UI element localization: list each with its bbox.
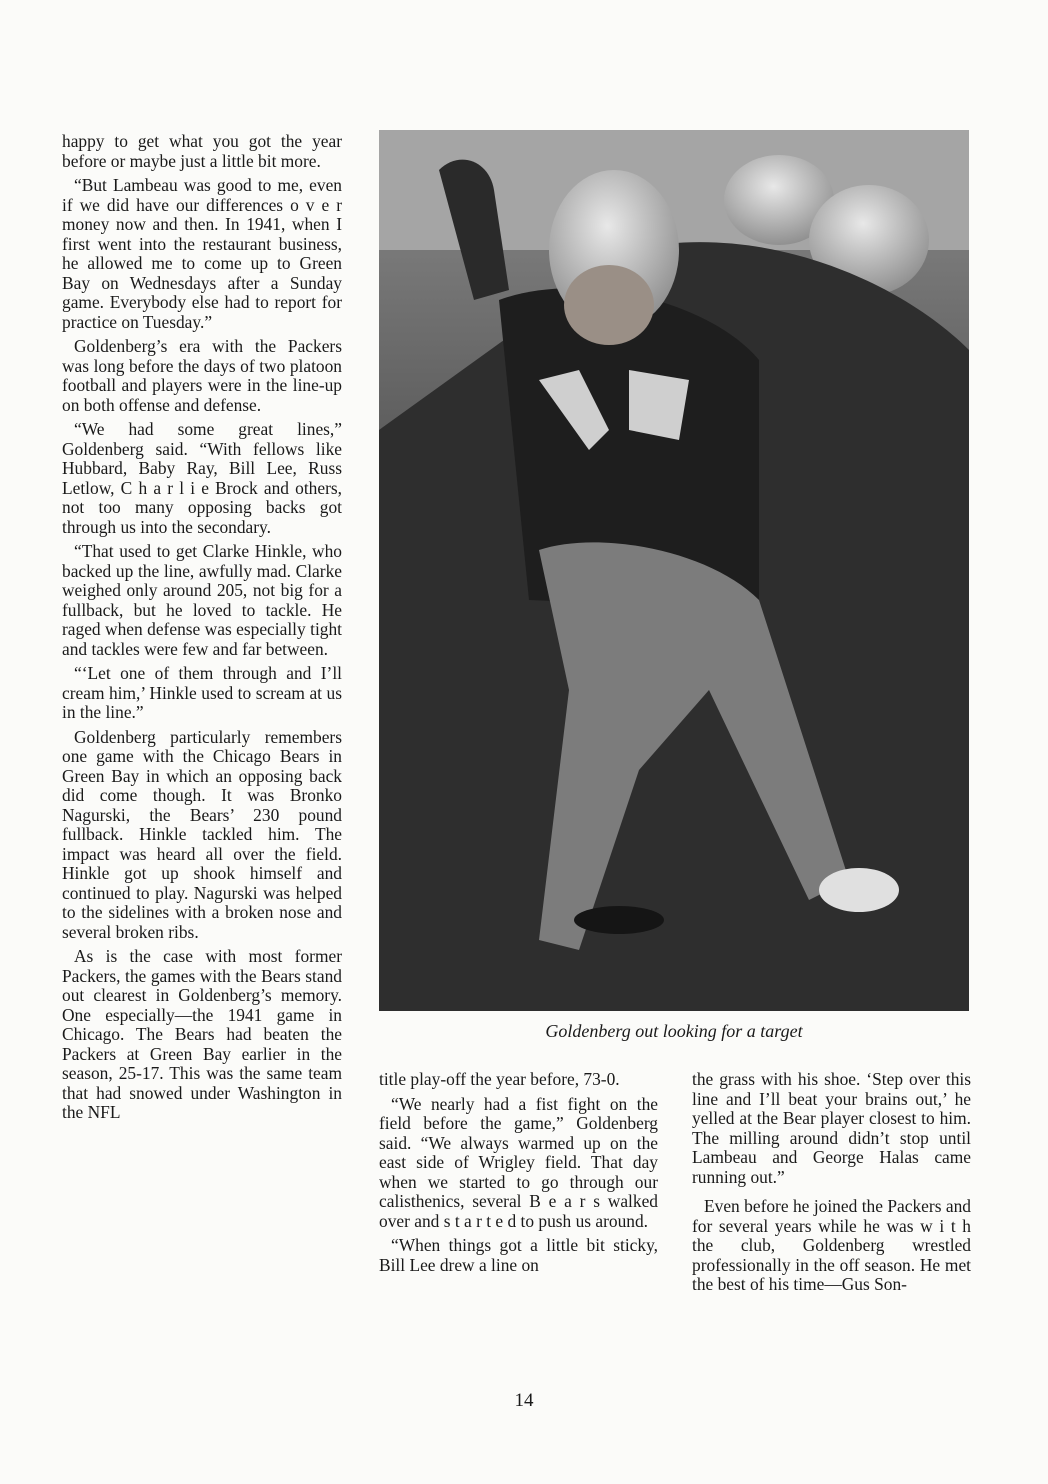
article-column-2 (379, 1070, 658, 1280)
paragraph: “‘Let one of them through and I’ll cream him,’ Hinkle used to scream at us in the line.” (62, 663, 342, 722)
photo-caption: Goldenberg out looking for a target (545, 1021, 803, 1041)
paragraph: “But Lambeau was good to me, even if we did have our differences o v e r money now and then. In 1941, when I first went into the restaurant business, he allowed me to come up to Green Bay on Wednesdays after a Sunday game. Everybody else had to report for practice on Tuesday.” (62, 175, 342, 332)
paragraph: “When things got a little bit sticky, Bill Lee drew a line on (379, 1235, 658, 1275)
article-column-1 (62, 132, 342, 1128)
paragraph: “We nearly had a fist fight on the field before the game,” Goldenberg said. “We always warmed up on the east side of Wrigley field. That day when we started to go through our calisthenics, several B e a r s walked over and s t a r t e d to push us around. (379, 1093, 658, 1231)
paragraph: happy to get what you got the year before or maybe just a little bit more. (62, 131, 342, 171)
article-column-3 (692, 1070, 971, 1300)
paragraph: the grass with his shoe. ‘Step over this line and I’ll beat your brains out,’ he yelled at the Bear player closest to him. The milling around didn’t stop until Lambeau and George Halas came running out.” (692, 1069, 971, 1187)
paragraph: “That used to get Clarke Hinkle, who backed up the line, awfully mad. Clarke weighed only around 205, not big for a fullback, but he loved to tackle. He raged when defense was especially tight and tackles were few and far between. (62, 541, 342, 659)
page-number: 14 (514, 1390, 534, 1411)
paragraph: As is the case with most former Packers, the games with the Bears stand out clearest in Goldenberg’s memory. One especially—the 1941 game in Chicago. The Bears had beaten the Packers at Green Bay earlier in the season, 25-17. This was the same team that had snowed under Washington in the NFL (62, 946, 342, 1122)
paragraph: Goldenberg particularly remembers one game with the Chicago Bears in Green Bay in which an opposing back did come though. It was Bronko Nagurski, the Bears’ 230 pound fullback. Hinkle tackled him. The impact was heard all over the field. Hinkle got up shook himself and continued to play. Nagurski was helped to the sidelines with a broken nose and several broken ribs. (62, 726, 342, 942)
paragraph: title play-off the year before, 73-0. (379, 1069, 620, 1089)
photo-image (379, 130, 969, 1011)
football-player-photo (379, 130, 969, 1011)
paragraph: Even before he joined the Packers and for several years while he was w i t h the club, Goldenberg wrestled professionally in the off season. He met the best of his time—Gus Son- (692, 1196, 971, 1294)
paragraph: “We had some great lines,” Goldenberg said. “With fellows like Hubbard, Baby Ray, Bill Lee, Russ Letlow, C h a r l i e Brock and others, not too many opposing backs got through us into the secondary. (62, 419, 342, 537)
paragraph: Goldenberg’s era with the Packers was long before the days of two platoon football and players were in the line-up on both offense and defense. (62, 336, 342, 415)
